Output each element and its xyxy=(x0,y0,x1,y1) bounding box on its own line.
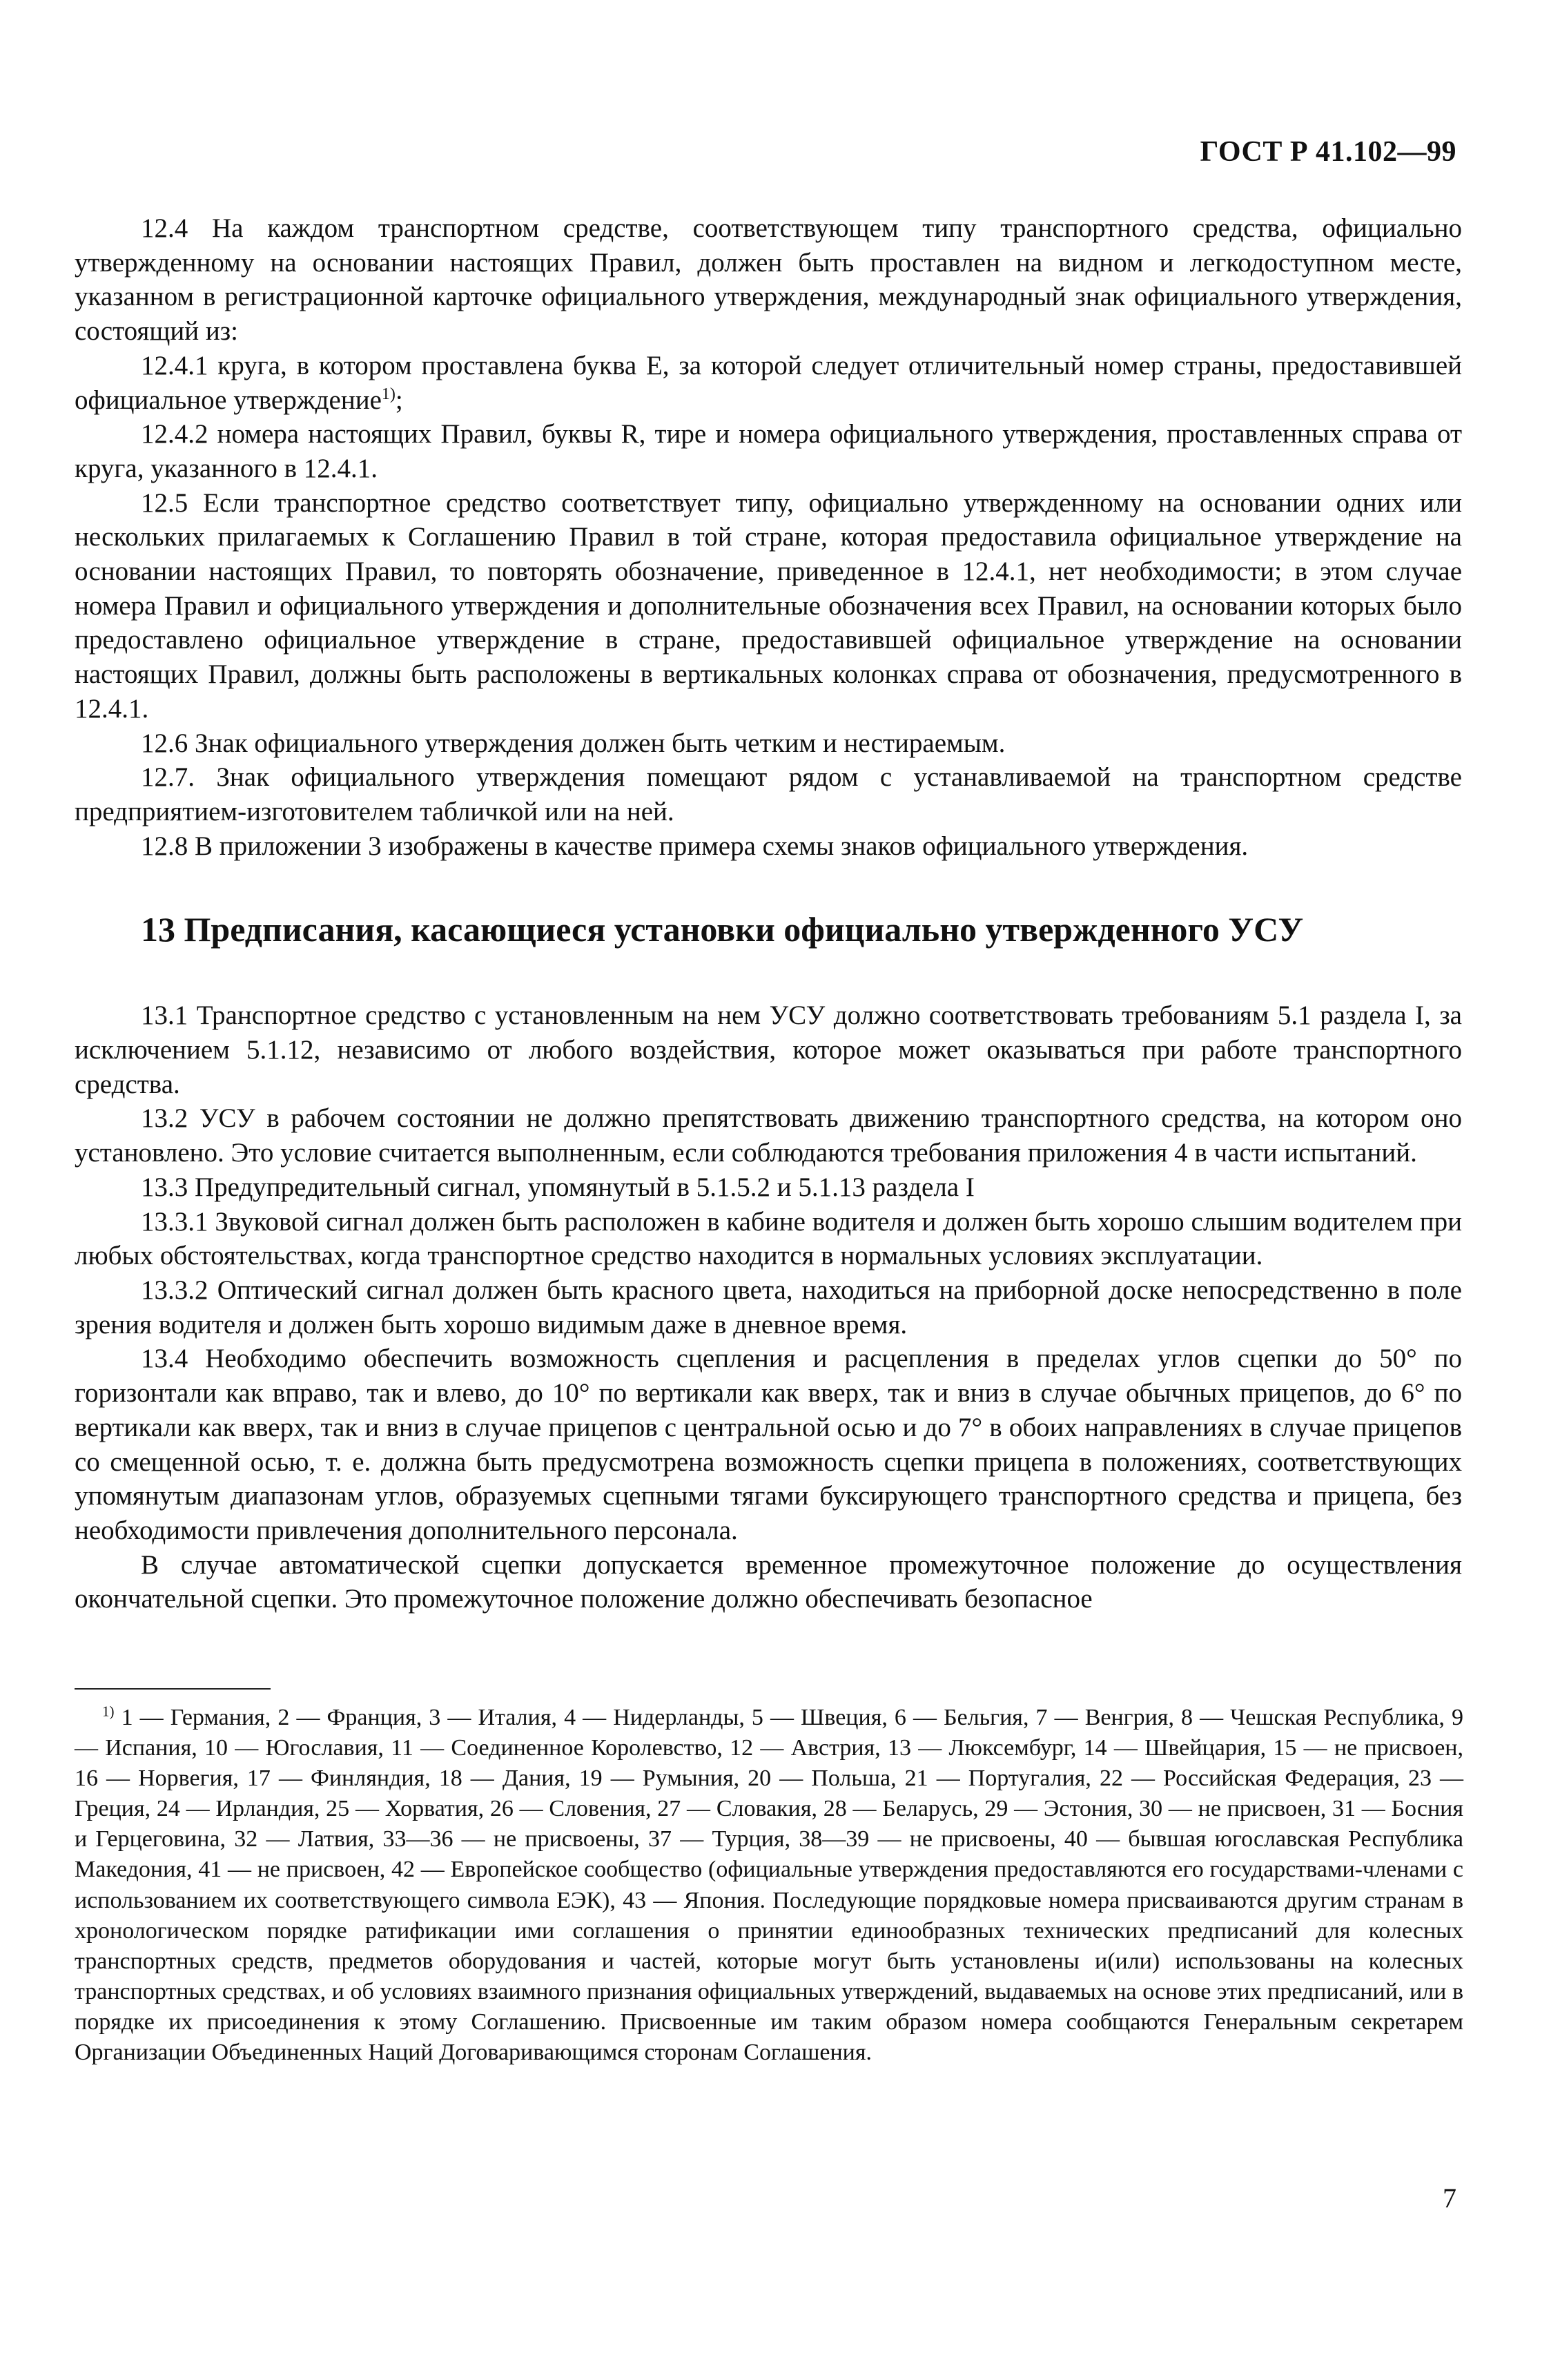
paragraph-12-4-2: 12.4.2 номера настоящих Правил, буквы R, тире и номера официального утверждения, проставленных справа от круга, указанного в 12.4.1. xyxy=(75,419,1462,483)
paragraph-automatic-coupling: В случае автоматической сцепки допускается временное промежуточное положение до осуществления окончательной сцепки. Это промежуточное положение должно обеспечивать безопасное xyxy=(75,1549,1462,1614)
footnotes xyxy=(75,1703,1463,2068)
paragraph-13-2: 13.2 УСУ в рабочем состоянии не должно препятствовать движению транспортного средства, на котором оно установлено. Это условие считается выполненным, если соблюдаются требования приложения 4 в части испытаний. xyxy=(75,1103,1462,1168)
paragraph-12-4-1-text: 12.4.1 круга, в котором проставлена буква Е, за которой следует отличительный номер страны, предоставившей официальное утверждение xyxy=(75,350,1462,415)
paragraph-13-1: 13.1 Транспортное средство с установленным на нем УСУ должно соответствовать требованиям 5.1 раздела I, за исключением 5.1.12, независимо от любого воздействия, которое может оказываться при работе транспортного средства. xyxy=(75,1000,1462,1099)
paragraph-12-6: 12.6 Знак официального утверждения должен быть четким и нестираемым. xyxy=(141,728,1006,758)
paragraph-12-4: 12.4 На каждом транспортном средстве, соответствующем типу транспортного средства, официально утвержденному на основании настоящих Правил, должен быть проставлен на видном и легкодоступном месте, указанном в регистрационной карточке официального утверждения, международный знак официального утверждения, состоящий из: xyxy=(75,213,1462,347)
footnote-marker: 1) xyxy=(102,1703,115,1720)
footnote-1 xyxy=(75,1703,1463,2068)
paragraph-13-4: 13.4 Необходимо обеспечить возможность сцепления и расцепления в пределах углов сцепки до 50° по горизонтали как вправо, так и влево, до 10° по вертикали как вверх, так и вниз в случае обычных прицепов, до 6° по вертикали как вверх, так и вниз в случае прицепов с центральной осью и до 7° в обоих направлениях в случае прицепов со смещенной осью, т. е. должна быть предусмотрена возможность сцепки прицепа в положениях, соответствующих упомянутым диапазонам углов, образуемых сцепными тягами буксирующего транспортного средства и прицепа, без необходимости привлечения дополнительного персонала. xyxy=(75,1344,1462,1545)
footnote-separator xyxy=(75,1688,271,1690)
paragraph-13-3-1: 13.3.1 Звуковой сигнал должен быть расположен в кабине водителя и должен быть хорошо слышим водителем при любых обстоятельствах, когда транспортное средство находится в нормальных условиях эксплуатации. xyxy=(75,1206,1462,1271)
document-body xyxy=(75,211,1462,1616)
paragraph-12-5: 12.5 Если транспортное средство соответствует типу, официально утвержденному на основании одних или нескольких прилагаемых к Соглашению Правил в той стране, которая предоставила официальное утверждение на основании настоящих Правил, то повторять обозначение, приведенное в 12.4.1, нет необходимости; в этом случае номера Правил и официального утверждения и дополнительные обозначения всех Правил, на основании которых было предоставлено официальное утверждение в стране, предоставившей официальное утверждение на основании настоящих Правил, должны быть расположены в вертикальных колонках справа от обозначения, предусмотренного в 12.4.1. xyxy=(75,487,1462,724)
paragraph-12-4-1-tail: ; xyxy=(395,385,403,415)
footnote-reference[interactable]: 1) xyxy=(381,385,396,403)
section-13-heading: 13 Предписания, касающиеся установки официально утвержденного УСУ xyxy=(141,910,1304,949)
paragraph-12-7: 12.7. Знак официального утверждения помещают рядом с устанавливаемой на транспортном средстве предприятием-изготовителем табличкой или на ней. xyxy=(75,762,1462,826)
footnote-1-text: 1 — Германия, 2 — Франция, 3 — Италия, 4 — Нидерланды, 5 — Швеция, 6 — Бельгия, 7 — Венгрия, 8 — Чешская Республика, 9 — Испания, 10 — Югославия, 11 — Соединенное Королевство, 12 — Австрия, 13 — Люксембург, 14 — Швейцария, 15 — не присвоен, 16 — Норвегия, 17 — Финляндия, 18 — Дания, 19 — Румыния, 20 — Польша, 21 — Португалия, 22 — Российская Федерация, 23 — Греция, 24 — Ирландия, 25 — Хорватия, 26 — Словения, 27 — Словакия, 28 — Беларусь, 29 — Эстония, 30 — не присвоен, 31 — Босния и Герцеговина, 32 — Латвия, 33—36 — не присвоены, 37 — Турция, 38—39 — не присвоены, 40 — бывшая югославская Республика Македония, 41 — не присвоен, 42 — Европейское сообщество (официальные утверждения предоставляются его государствами-членами с использованием их соответствующего символа ЕЭК), 43 — Япония. Последующие порядковые номера присваиваются другим странам в хронологическом порядке ратификации ими соглашения о принятии единообразных технических предписаний для колесных транспортных средств, предметов оборудования и частей, которые могут быть установлены и(или) использованы на колесных транспортных средствах, и об условиях взаимного признания официальных утверждений, выдаваемых на основе этих предписаний, или в порядке их присоединения к этому Соглашению. Присвоенные им таким образом номера сообщаются Генеральным секретарем Организации Объединенных Наций Договаривающимся сторонам Соглашения. xyxy=(75,1705,1463,2066)
page-number: 7 xyxy=(1443,2183,1456,2214)
document-code-header: ГОСТ Р 41.102—99 xyxy=(1200,136,1456,168)
paragraph-12-8: 12.8 В приложении 3 изображены в качестве примера схемы знаков официального утверждения. xyxy=(141,831,1249,861)
paragraph-12-4-1 xyxy=(75,349,1462,417)
paragraph-13-3: 13.3 Предупредительный сигнал, упомянутый в 5.1.5.2 и 5.1.13 раздела I xyxy=(141,1172,975,1202)
paragraph-13-3-2: 13.3.2 Оптический сигнал должен быть красного цвета, находиться на приборной доске непосредственно в поле зрения водителя и должен быть хорошо видимым даже в дневное время. xyxy=(75,1275,1462,1339)
